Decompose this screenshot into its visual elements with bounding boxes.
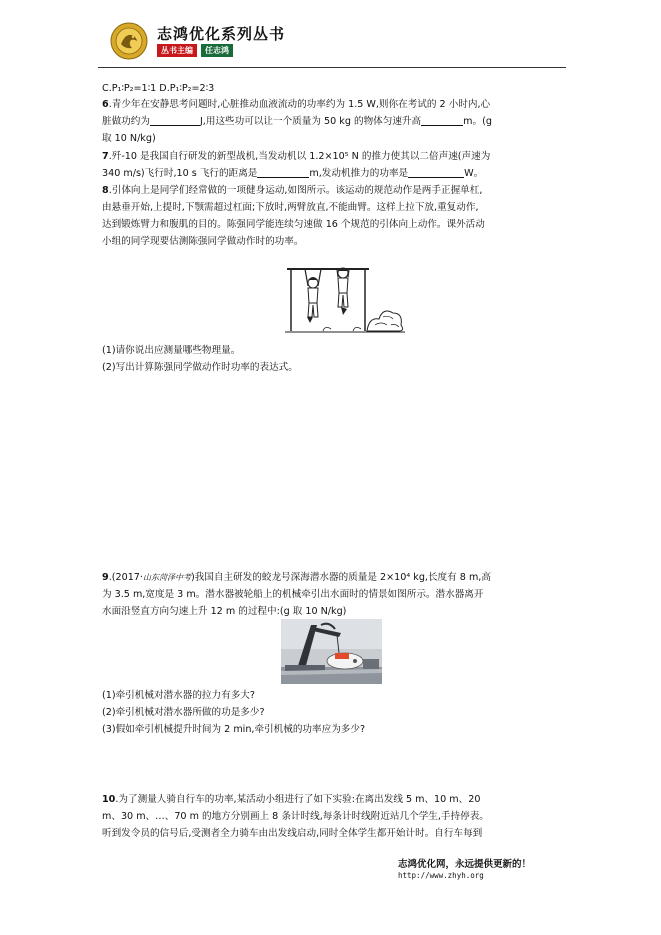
q6-answer-blank-1[interactable] [150, 115, 200, 126]
q8-line-3: 达到锻炼臂力和腹肌的目的。陈强同学能连续匀速做 16 个规范的引体向上动作。课外活动 [102, 219, 485, 230]
q9-line-3: 水面沿竖直方向匀速上升 12 m 的过程中:(g 取 10 N/kg) [102, 606, 347, 617]
brand-title: 志鸿优化系列丛书 [157, 25, 286, 43]
submersible-photo [281, 619, 382, 684]
editor-label: 丛书主编 [157, 44, 197, 57]
q8-sub-1: (1)请你说出应测量哪些物理量。 [102, 345, 241, 356]
q7-line-1: 7.歼-10 是我国自行研发的新型战机,当发动机以 1.2×10⁵ N 的推力使其以二倍声速(声速为 [102, 151, 491, 162]
pull-up-illustration [283, 259, 407, 335]
q6-line-1: 6.青少年在安静思考问题时,心脏推动血液流动的功率约为 1.5 W,则你在考试的 2 小时内,心 [102, 99, 491, 110]
q10-number: 10 [102, 794, 116, 805]
q10-line-3: 听到发令员的信号后,受测者全力骑车由出发线启动,同时全体学生都开始计时。自行车每到 [102, 828, 483, 839]
q9-source: 山东菏泽中考 [142, 573, 191, 582]
q10-line-1: 10.为了测量人骑自行车的功率,某活动小组进行了如下实验:在离出发线 5 m、10 m、20 [102, 794, 481, 805]
q7-answer-blank-1[interactable] [257, 167, 309, 178]
q9-sub-1: (1)牵引机械对潜水器的拉力有多大? [102, 690, 255, 701]
q9-sub-3: (3)假如牵引机械提升时间为 2 min,牵引机械的功率应为多少? [102, 724, 366, 735]
q6-line-2: 脏做功约为 J,用这些功可以让一个质量为 50 kg 的物体匀速升高 m。(g [102, 116, 492, 127]
editor-name: 任志鸿 [201, 44, 233, 57]
q9-sub-2: (2)牵引机械对潜水器所做的功是多少? [102, 707, 265, 718]
q8-number: 8 [102, 185, 109, 196]
q9-line-2: 为 3.5 m,宽度是 3 m。潜水器被轮船上的机械牵引出水面时的情景如图所示。潜水器离开 [102, 589, 484, 600]
q6-line-3: 取 10 N/kg) [102, 133, 156, 144]
q10-line-2: m、30 m、…、70 m 的地方分别画上 8 条计时线,每条计时线附近站几个学生,手持停表。 [102, 811, 489, 822]
q6-answer-blank-2[interactable] [421, 115, 463, 126]
q9-line-1: 9.(2017·山东菏泽中考)我国自主研发的蛟龙号深海潜水器的质量是 2×10⁴ kg,长度有 8 m,高 [102, 572, 491, 583]
q8-line-4: 小组的同学现要估测陈强同学做动作时的功率。 [102, 236, 304, 247]
q7-line-2: 340 m/s)飞行时,10 s 飞行的距离是 m,发动机推力的功率是 W。 [102, 168, 484, 179]
q7-number: 7 [102, 151, 109, 162]
header-divider [98, 67, 566, 68]
q6-number: 6 [102, 99, 109, 110]
footer-slogan: 志鸿优化网，永远提供更新的！ [398, 859, 532, 870]
q8-line-2: 由悬垂开始,上提时,下颚需超过杠面;下放时,两臂放直,不能曲臂。这样上拉下放,重复动作, [102, 202, 479, 213]
brand-editor-tags [157, 44, 233, 57]
q8-sub-2: (2)写出计算陈强同学做动作时功率的表达式。 [102, 362, 298, 373]
q8-line-1: 8.引体向上是同学们经常做的一项健身运动,如图所示。该运动的规范动作是两手正握单杠, [102, 185, 483, 196]
options-line: C.P₁∶P₂=1∶1 D.P₁∶P₂=2∶3 [102, 83, 215, 94]
brand-logo-icon [110, 22, 148, 60]
q7-answer-blank-2[interactable] [408, 167, 464, 178]
q9-number: 9 [102, 572, 109, 583]
footer-url[interactable]: http://www.zhyh.org [398, 871, 484, 880]
